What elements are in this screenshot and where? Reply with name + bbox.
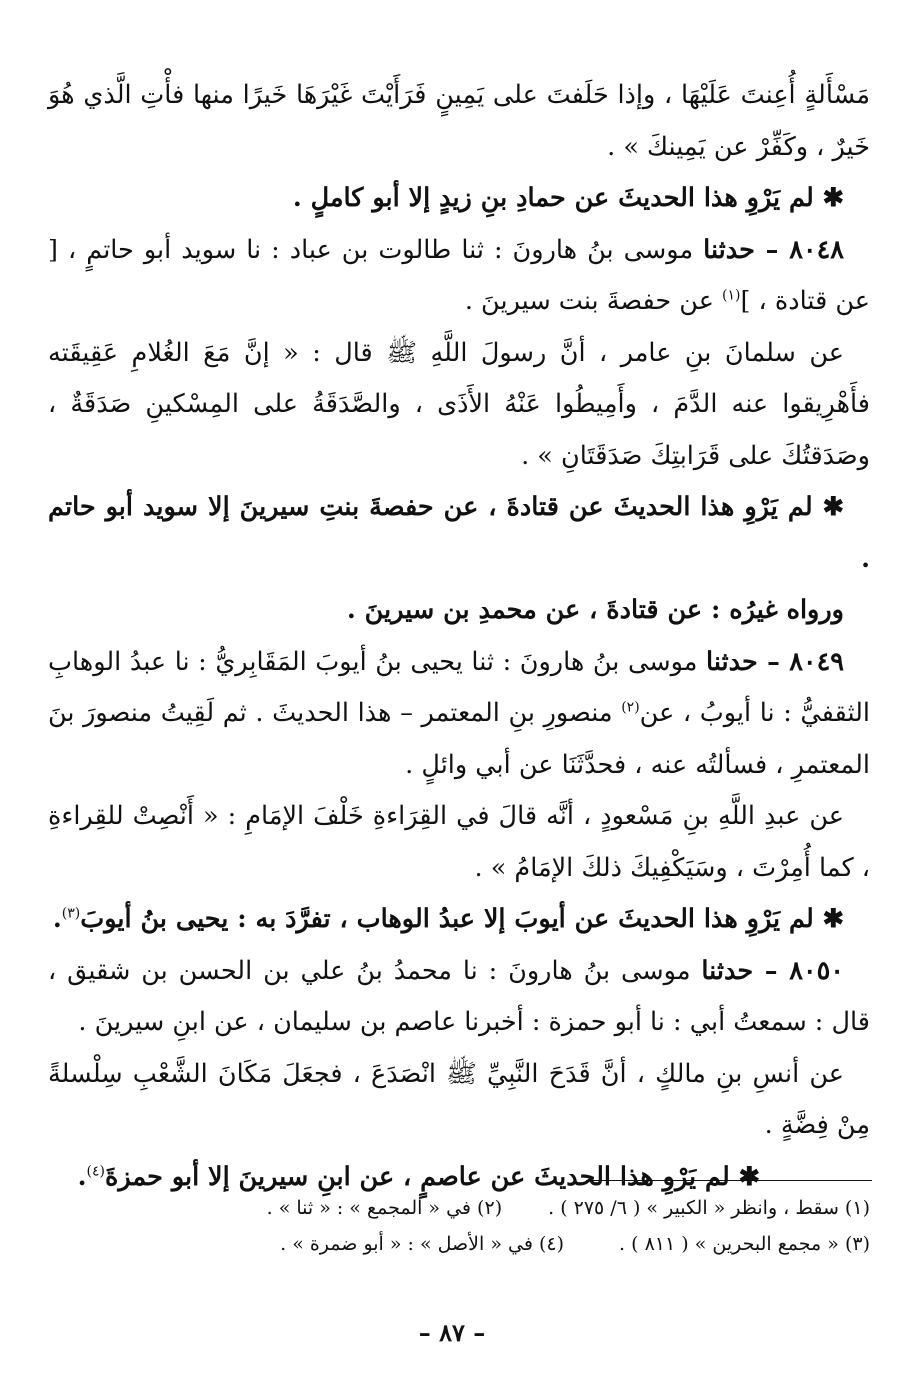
isnad-text: موسى بنُ هارونَ : نا محمدُ بنُ علي بن الحسن بن شقيق ، قال : سمعتُ أبي : نا أبو حمزة : أخبرنا عاصم بن سليمان ، عن ابنِ سيرينَ . <box>48 955 870 1037</box>
note-line-continued: ورواه غيرُه : عن قتادةَ ، عن محمدِ بن سيرينَ . <box>346 595 844 625</box>
footnote-row <box>48 1190 870 1226</box>
hadith-number: ٨٠٤٩ – حدثنا <box>706 646 845 677</box>
star-icon: ✱ <box>812 492 844 522</box>
footnote-marker: (٣) <box>61 905 81 922</box>
star-icon: ✱ <box>729 1161 760 1192</box>
footnotes <box>48 1190 870 1262</box>
note-text: لم يَرْوِ هذا الحديثَ عن أيوبَ إلا عبدُ الوهاب ، تفرَّدَ به : يحيى بنُ أيوبَ <box>80 904 814 934</box>
hadith-8048-matn: عن سلمانَ بنِ عامر ، أنَّ رسولَ اللَّهِ ﷺ قال : « إنَّ مَعَ الغُلامِ عَقِيقَته فأَهْرِيقوا عنه الدَّمَ ، وأَمِيطُوا عَنْهُ الأَذَى ، والصَّدَقَةُ على المِسْكينِ صَدَقَةٌ ، وصَدَقتُكَ على قَرَابتِكَ صَدَقَتَانِ » . <box>48 337 870 471</box>
hadith-number: ٨٠٤٨ – حدثنا <box>703 234 845 265</box>
page-body <box>48 70 870 1203</box>
footnote-marker: (٤) <box>86 1163 105 1179</box>
note-text: لم يَرْوِ هذا الحديثَ عن حمادِ بنِ زيدٍ إلا أبو كاملٍ . <box>292 183 814 213</box>
star-icon: ✱ <box>813 904 844 934</box>
note-line: ✱ لم يَرْوِ هذا الحديثَ عن أيوبَ إلا عبدُ الوهاب ، تفرَّدَ به : يحيى بنُ أيوبَ$^{(٣)}$. <box>52 904 844 934</box>
footnote-row <box>48 1226 870 1262</box>
note-text: لم يَرْوِ هذا الحديثَ عن قتادةَ ، عن حفصةَ بنتِ سيرينَ إلا سويد أبو حاتم . <box>48 492 870 574</box>
note-line: ✱ لم يَرْوِ هذا الحديثَ عن عاصمٍ ، عن ابنِ سيرينَ إلا أبو حمزةَ$^{(٤)}$. <box>77 1161 760 1192</box>
isnad-text: موسى بنُ هارونَ : ثنا يحيى بنُ أيوبَ المَقَابِريُّ : نا عبدُ الوهابِ الثقفيُّ : نا أيوبُ ، عن <box>48 646 871 728</box>
hadith-text-continuation: مَسْأَلةٍ أُعِنتَ عَلَيْهَا ، وإذا حَلَفتَ على يَمِينٍ فَرَأَيْتَ غَيْرَهَا خَيرًا منها فأْتِ الَّذي هُوَ خَيرٌ ، وكَفِّرْ عن يَمِينكَ » . <box>48 80 870 162</box>
isnad-text-end: عن حفصةَ بنت سيرينَ . <box>464 286 714 316</box>
footnote-2: (٢) في « المجمع » : « ثنا » . <box>266 1197 503 1219</box>
hadith-8049-chain <box>48 637 870 792</box>
footnote-divider <box>586 1180 872 1181</box>
footnote-3: (٣) « مجمع البحرين » ( ٨١١ ) . <box>619 1233 870 1255</box>
footnote-4: (٤) في « الأصل » : « أبو ضمرة » . <box>280 1233 564 1255</box>
isnad-text: موسى بنُ هارونَ : ثنا طالوت بن عباد : نا سويد أبو حاتمٍ ، [ عن قتادة ، ] <box>48 234 870 316</box>
footnote-marker: (١) <box>722 287 741 304</box>
hadith-8048-chain <box>48 225 870 328</box>
star-icon: ✱ <box>813 183 844 213</box>
footnote-marker: (٢) <box>621 699 640 716</box>
hadith-number: ٨٠٥٠ – حدثنا <box>701 955 845 986</box>
hadith-8050-chain <box>48 946 870 1049</box>
note-text: لم يَرْوِ هذا الحديثَ عن عاصمٍ ، عن ابنِ سيرينَ إلا أبو حمزةَ <box>105 1161 730 1192</box>
note-line <box>48 482 870 585</box>
footnote-1: (١) سقط ، وانظر « الكبير » ( ٦/ ٢٧٥ ) . <box>548 1197 870 1219</box>
hadith-8050-matn: عن أنسِ بنِ مالكٍ ، أنَّ قَدَحَ النَّبِيِّ ﷺ انْصَدَعَ ، فجعَلَ مَكَانَ الشَّعْبِ سِلْسلةً مِنْ فِضَّةٍ . <box>48 1058 870 1140</box>
note-line <box>48 173 870 225</box>
isnad-text-end: منصورِ بنِ المعتمر – هذا الحديثَ . ثم لَقِيتُ منصورَ بنَ المعتمرِ ، فسألتُه عنه ، فحدَّثَنَا عن أبي وائلٍ . <box>48 698 870 780</box>
page-number: – ٨٧ – <box>418 1318 486 1347</box>
hadith-8049-matn: عن عبدِ اللَّهِ بنِ مَسْعودٍ ، أنَّه قالَ في القِرَاءةِ خَلْفَ الإمَامِ : « أَنْصِتْ للقِراءةِ ، كما أُمِرْتَ ، وسَيَكْفِيكَ ذلكَ الإمَامُ » . <box>48 801 870 883</box>
